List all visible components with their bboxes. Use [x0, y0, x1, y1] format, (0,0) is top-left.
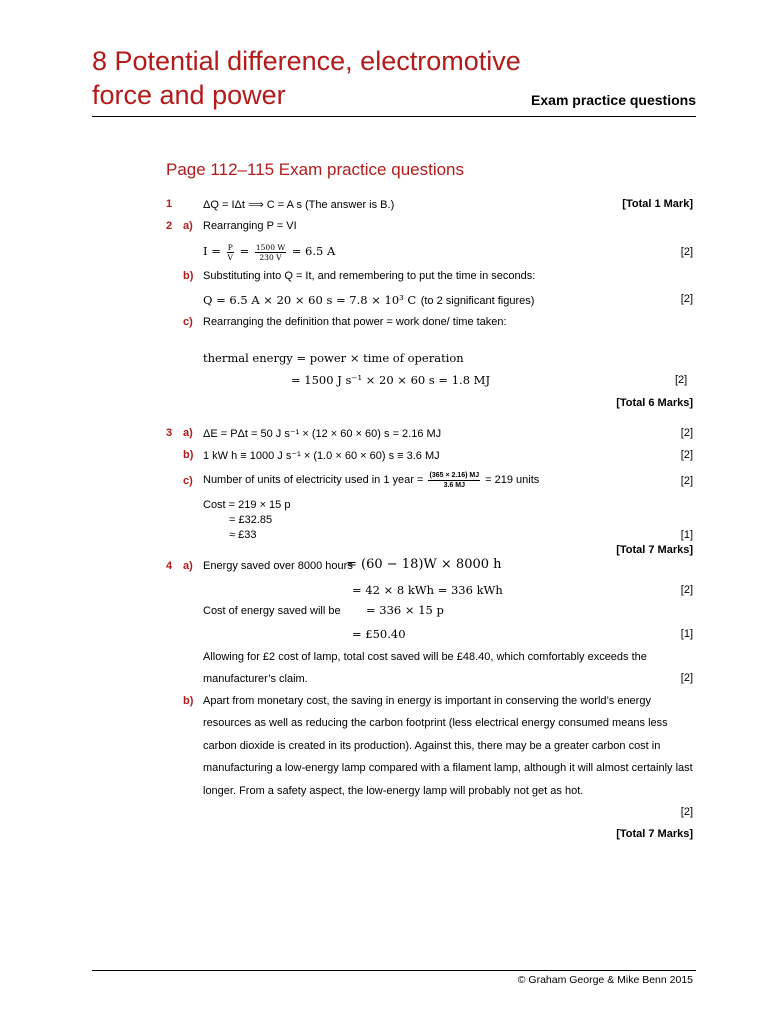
q4b-label: b): [183, 695, 194, 707]
q2-total-mark: [Total 6 Marks]: [616, 397, 693, 409]
q3c-frac-num: (365 × 2.16) MJ: [429, 471, 480, 479]
question-number-1: 1: [166, 198, 173, 210]
q2a-mark: [2]: [680, 246, 693, 258]
q2c-label: c): [183, 316, 193, 328]
q3b-label: b): [183, 449, 194, 461]
q2a-fraction-1: [227, 243, 234, 262]
q3b-text: 1 kW h ≡ 1000 J s⁻¹ × (1.0 × 60 × 60) s ≡ 3.6 MJ: [203, 450, 440, 462]
q4a-paragraph: Allowing for £2 cost of lamp, total cost saved will be £48.40, which comfortably exceeds the manufacturer’s claim.: [203, 651, 647, 686]
q2a-frac2-den: 230 V: [259, 252, 282, 262]
q2a-frac2-num: 1500 W: [255, 242, 286, 252]
footer-copyright: © Graham George & Mike Benn 2015: [517, 974, 693, 986]
q2a-frac1-den: V: [227, 252, 233, 262]
q2b-equation-note: (to 2 significant figures): [420, 295, 535, 307]
q3-cost-line-3: ≈ £33: [229, 529, 257, 541]
q2c-text: Rearranging the definition that power = work done/ time taken:: [203, 316, 507, 328]
q3c-text-post: = 219 units: [485, 474, 540, 486]
q4b-mark: [2]: [680, 806, 693, 818]
header-divider: [92, 116, 696, 117]
q4a-text: Energy saved over 8000 hours: [203, 560, 353, 572]
q3c-mark: [2]: [680, 475, 693, 487]
page-title-line2: force and power: [92, 80, 286, 110]
q3c-line: [203, 468, 539, 492]
page-subtitle: Exam practice questions: [531, 92, 696, 108]
q3a-text: ΔE = PΔt = 50 J s⁻¹ × (12 × 60 × 60) s = 2.16 MJ: [203, 428, 442, 440]
q4a-equation-mark: [2]: [680, 584, 693, 596]
q3c-frac-den: 3.6 MJ: [443, 481, 465, 489]
q2c-equation-1: thermal energy = power × time of operation: [203, 351, 464, 365]
q3-cost-mark: [1]: [680, 529, 693, 541]
q3c-label: c): [183, 475, 193, 487]
q3b-mark: [2]: [680, 449, 693, 461]
q2b-text: Substituting into Q = It, and remembering to put the time in seconds:: [203, 270, 536, 282]
q4a-equation-2: = 42 × 8 kWh = 336 kWh: [352, 583, 503, 597]
q2a-fraction-2: [255, 243, 286, 262]
q4a-equation-1: = (60 − 18)W × 8000 h: [346, 557, 502, 572]
q4b-paragraph: Apart from monetary cost, the saving in energy is important in conserving the world’s energy resources as well as reducing the carbon footprint (less electrical energy consumed means less carbon dioxide is created in its production). Against this, there may be a greater carbon cost in manufacturing a low-energy lamp compared with a filament lamp, although it will almost certainly last longer. From a safety aspect, the low-energy lamp will probably not get as hot.: [203, 695, 693, 797]
q2b-equation: Q = 6.5 A × 20 × 60 s = 7.8 × 10³ C: [203, 293, 417, 307]
q4a-label: a): [183, 560, 193, 572]
q3c-fraction: [428, 471, 480, 490]
q2c-mark: [2]: [675, 374, 688, 386]
q3a-mark: [2]: [680, 427, 693, 439]
q4-total-mark: [Total 7 Marks]: [616, 828, 693, 840]
q2a-label: a): [183, 220, 193, 232]
q2b-equation-line: [203, 291, 534, 309]
q2a-frac1-num: P: [227, 242, 233, 252]
q1-total-mark: [Total 1 Mark]: [622, 198, 693, 210]
q2a-equation: I = $\frac{P}{V}$ = $\frac{1500 W}{230 V}$ = 6.5 A: [203, 242, 336, 262]
q3-total-mark: [Total 7 Marks]: [616, 544, 693, 556]
q3-cost-line-1: Cost = 219 × 15 p: [203, 499, 291, 511]
question-number-3: 3: [166, 427, 173, 439]
q3c-text-pre: Number of units of electricity used in 1 year =: [203, 474, 424, 486]
q4a-cost-equation: = 336 × 15 p: [366, 603, 444, 617]
q1-answer: ΔQ = IΔt ⟹ C = A s (The answer is B.): [203, 199, 395, 211]
q2c-equation-2: = 1500 J s⁻¹ × 20 × 60 s = 1.8 MJ: [291, 373, 491, 387]
question-number-2: 2: [166, 220, 173, 232]
question-number-4: 4: [166, 560, 173, 572]
q3-cost-line-2: = £32.85: [229, 514, 273, 526]
q2a-eq-result: = 6.5 A: [291, 244, 336, 258]
q2a-eq-lhs: I =: [203, 244, 225, 258]
q4a-cost-result: = £50.40: [352, 627, 406, 641]
q4a-cost-mark: [1]: [680, 628, 693, 640]
q2b-label: b): [183, 270, 194, 282]
q2a-text: Rearranging P = VI: [203, 220, 297, 232]
q2b-mark: [2]: [680, 293, 693, 305]
page-title-line1: 8 Potential difference, electromotive: [92, 46, 521, 76]
q3a-label: a): [183, 427, 193, 439]
section-heading: Page 112–115 Exam practice questions: [166, 160, 465, 179]
footer-divider: [92, 970, 696, 971]
q4a-paragraph-mark: [2]: [680, 672, 693, 684]
q4a-cost-text: Cost of energy saved will be: [203, 605, 341, 617]
